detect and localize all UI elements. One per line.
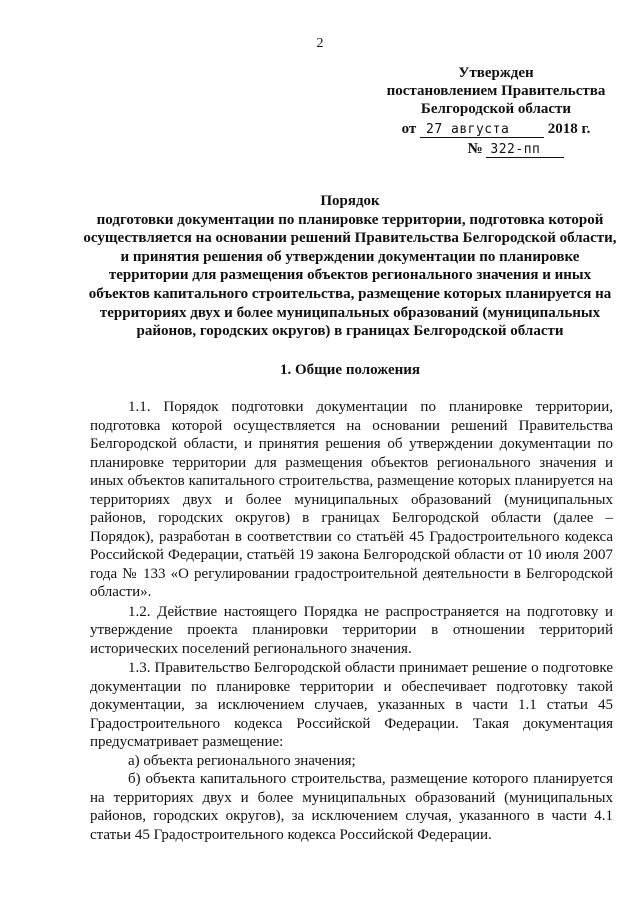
approval-line-region: Белгородской области: [420, 101, 572, 117]
section-heading: 1. Общие положения: [279, 362, 421, 378]
document-body: [90, 398, 613, 844]
title-subtitle: подготовки документации по планировке территории, подготовка которой осуществляется на основании решений Правительства Белгородской области, и принятия решения об утверждении документации по планировке территории для размещения объектов регионального значения и иных объектов капитального строительства, размещение которых планируется на территориях двух и более муниципальных образований (муниципальных районов, городских округов) в границах Белгородской области: [83, 211, 617, 340]
approval-number-label: №: [467, 141, 483, 157]
approval-date-line: [376, 120, 616, 138]
paragraph-1-3: 1.3. Правительство Белгородской области принимает решение о подготовке документации по планировке территории и обеспечивает подготовку такой документации, за исключением случаев, указанных в части 1.1 статьи 45 Градостроительного кодекса Российской Федерации. Такая документация предусматривает размещение:: [90, 660, 613, 750]
approval-from-label: от: [401, 121, 417, 137]
approval-number-line: [376, 140, 616, 158]
page-number: 2: [316, 36, 324, 51]
paragraph-item-b: б) объекта капитального строительства, размещение которого планируется на территориях двух и более муниципальных образований (муниципальных районов, городских округов), за исключением случая, указанного в части 4.1 статьи 45 Градостроительного кодекса Российской Федерации.: [90, 771, 613, 843]
document-title: [80, 192, 620, 341]
approval-number-value: 322-пп: [486, 142, 564, 158]
approval-stamp: [376, 64, 616, 158]
approval-year: 2018 г.: [547, 121, 591, 137]
paragraph-1-1: 1.1. Порядок подготовки документации по планировке территории, подготовка которой осуществляется на основании решений Правительства Белгородской области, и принятия решения об утверждении документации по планировке территории для размещения объектов регионального значения и иных объектов капитального строительства, размещение которых планируется на территориях двух и более муниципальных образований (муниципальных районов, городских округов) в границах Белгородской области (далее – Порядок), разработан в соответствии со статьёй 45 Градостроительного кодекса Российской Федерации, статьёй 19 закона Белгородской области от 10 июля 2007 года № 133 «О регулировании градостроительной деятельности в Белгородской области».: [90, 399, 613, 600]
approval-line-approved: Утвержден: [458, 65, 534, 81]
approval-date-value: 27 августа: [420, 122, 544, 138]
approval-line-resolution: постановлением Правительства: [386, 83, 606, 99]
paragraph-item-a: а) объекта регионального значения;: [128, 752, 356, 769]
paragraph-1-2: 1.2. Действие настоящего Порядка не распространяется на подготовку и утверждение проекта планировки территории в отношении территорий исторических поселений регионального значения.: [90, 603, 613, 657]
title-heading: Порядок: [320, 193, 380, 209]
